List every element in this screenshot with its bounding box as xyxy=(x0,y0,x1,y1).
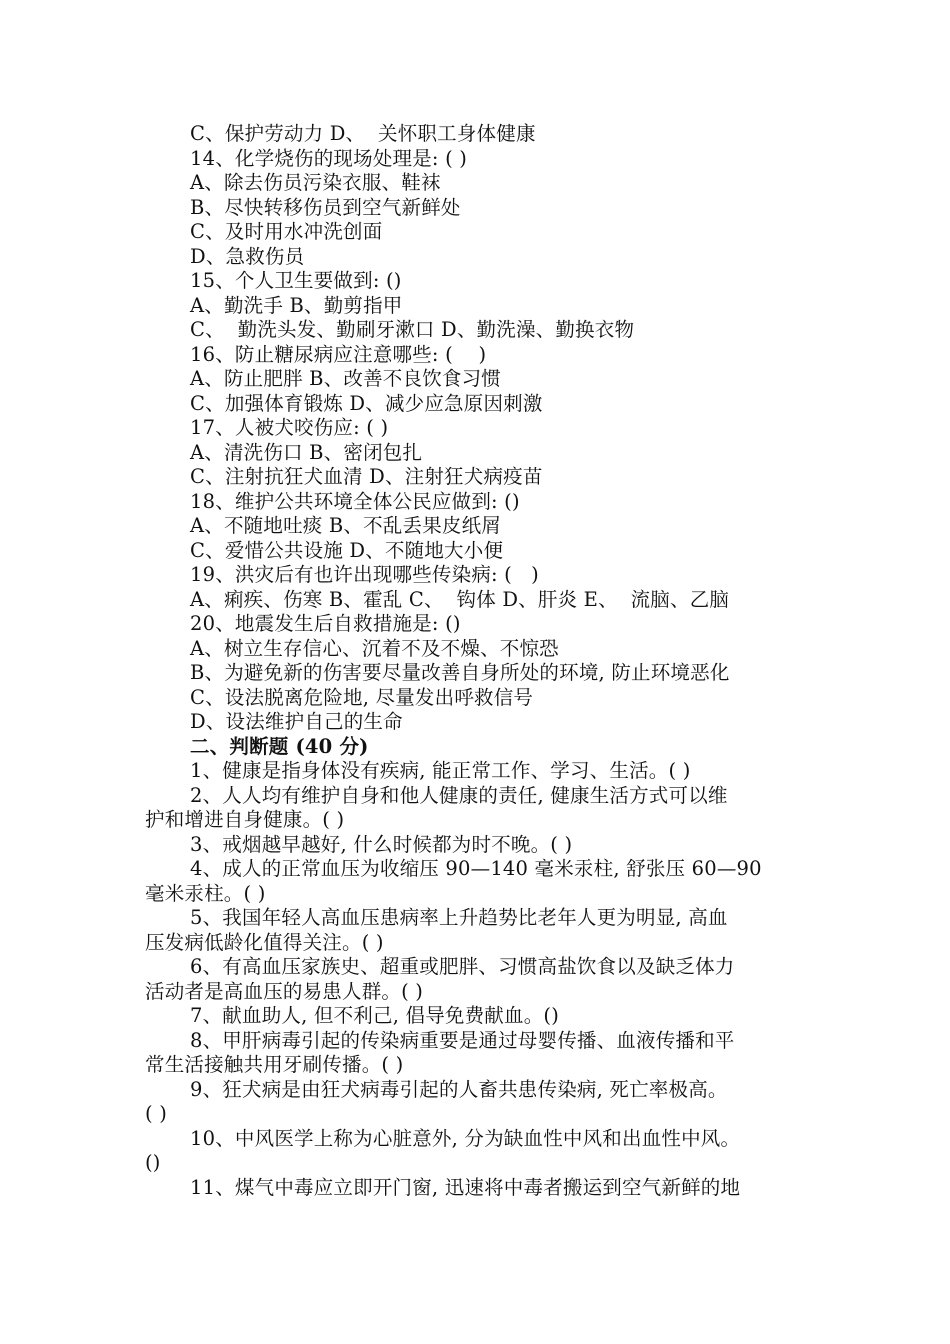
option-line: C、加强体育锻炼 D、减少应急原因刺激 xyxy=(190,391,543,415)
option-line: A、痢疾、伤寒 B、霍乱 C、 钩体 D、肝炎 E、 流脑、乙脑 xyxy=(190,587,730,611)
option-line: A、除去伤员污染衣服、鞋袜 xyxy=(190,171,441,194)
question-line: 7、献血助人, 但不利己, 倡导免费献血。() xyxy=(190,1004,560,1027)
option-line: C、保护劳动力 D、 关怀职工身体健康 xyxy=(190,122,536,145)
document-body xyxy=(0,122,950,1200)
continuation-line: 压发病低龄化值得关注。( ) xyxy=(145,930,384,954)
question-line: 11、煤气中毒应立即开门窗, 迅速将中毒者搬运到空气新鲜的地 xyxy=(190,1175,741,1199)
option-line: B、尽快转移伤员到空气新鲜处 xyxy=(190,195,461,219)
question-line: 6、有高血压家族史、超重或肥胖、习惯高盐饮食以及缺乏体力 xyxy=(190,955,735,978)
question-line: 10、中风医学上称为心脏意外, 分为缺血性中风和出血性中风。 xyxy=(190,1126,741,1150)
section-heading: 二、判断题 (40 分) xyxy=(190,734,369,758)
continuation-line: 毫米汞柱。( ) xyxy=(145,881,266,905)
option-line: A、勤洗手 B、勤剪指甲 xyxy=(190,293,403,317)
option-line: A、清洗伤口 B、密闭包扎 xyxy=(190,440,423,464)
option-line: A、防止肥胖 B、改善不良饮食习惯 xyxy=(190,367,502,390)
question-line: 2、人人均有维护自身和他人健康的责任, 健康生活方式可以维 xyxy=(190,783,728,807)
question-line: 5、我国年轻人高血压患病率上升趋势比老年人更为明显, 高血 xyxy=(190,906,728,929)
question-line: 16、防止糖尿病应注意哪些: ( ) xyxy=(190,342,487,366)
option-line: C、 勤洗头发、勤刷牙漱口 D、勤洗澡、勤换衣物 xyxy=(190,318,635,341)
option-line: D、急救伤员 xyxy=(190,244,305,268)
continuation-line: 活动者是高血压的易患人群。( ) xyxy=(145,979,424,1003)
continuation-line: 常生活接触共用牙刷传播。( ) xyxy=(145,1053,404,1076)
question-line: 14、化学烧伤的现场处理是: ( ) xyxy=(190,146,468,170)
option-line: C、及时用水冲洗创面 xyxy=(190,220,383,243)
option-line: A、树立生存信心、沉着不及不燥、不惊恐 xyxy=(190,636,559,660)
option-line: B、为避免新的伤害要尽量改善自身所处的环境, 防止环境恶化 xyxy=(190,661,730,684)
continuation-line: ( ) xyxy=(145,1102,168,1125)
question-line: 1、健康是指身体没有疾病, 能正常工作、学习、生活。( ) xyxy=(190,759,691,782)
question-line: 17、人被犬咬伤应: ( ) xyxy=(190,416,389,439)
option-line: C、爱惜公共设施 D、不随地大小便 xyxy=(190,538,504,562)
question-line: 4、成人的正常血压为收缩压 90—140 毫米汞柱, 舒张压 60—90 xyxy=(190,857,762,880)
question-line: 3、戒烟越早越好, 什么时候都为时不晚。( ) xyxy=(190,832,573,856)
question-line: 9、狂犬病是由狂犬病毒引起的人畜共患传染病, 死亡率极高。 xyxy=(190,1077,728,1101)
question-line: 20、地震发生后自救措施是: () xyxy=(190,612,461,635)
option-line: C、注射抗狂犬血清 D、注射狂犬病疫苗 xyxy=(190,465,543,488)
question-line: 8、甲肝病毒引起的传染病重要是通过母婴传播、血液传播和平 xyxy=(190,1028,735,1052)
option-line: C、设法脱离危险地, 尽量发出呼救信号 xyxy=(190,685,534,709)
question-line: 19、洪灾后有也许出现哪些传染病: ( ) xyxy=(190,563,539,586)
continuation-line: 护和增进自身健康。( ) xyxy=(145,808,345,831)
option-line: A、不随地吐痰 B、不乱丢果皮纸屑 xyxy=(190,514,502,537)
option-line: D、设法维护自己的生命 xyxy=(190,710,403,733)
question-line: 18、维护公共环境全体公民应做到: () xyxy=(190,489,520,513)
question-line: 15、个人卫生要做到: () xyxy=(190,269,402,292)
continuation-line: () xyxy=(145,1151,161,1174)
